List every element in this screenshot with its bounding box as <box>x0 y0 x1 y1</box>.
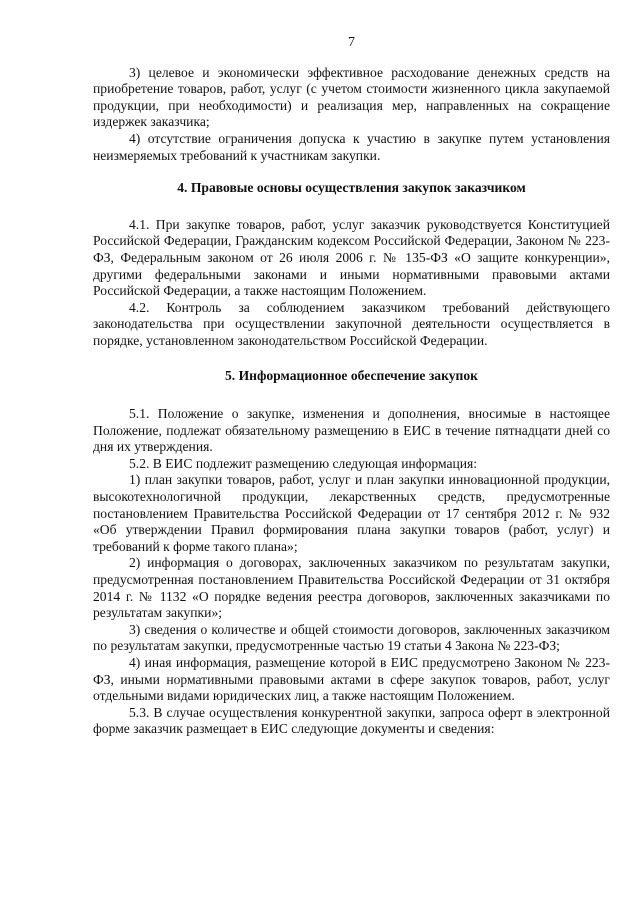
paragraph: 5.2. В ЕИС подлежит размещению следующая информация: <box>129 455 478 471</box>
list-item: 3) сведения о количестве и общей стоимости договоров, заключенных заказчиком по результатам закупки, предусмотренные частью 19 статьи 4 Закона № 223-ФЗ; <box>93 621 610 654</box>
paragraph: 4.2. Контроль за соблюдением заказчиком требований действующего законодательства при осуществлении закупочной деятельности осуществляется в порядке, установленном законодательством Российской Федерации. <box>93 299 610 348</box>
section-heading: 4. Правовые основы осуществления закупок заказчиком <box>177 180 526 196</box>
paragraph: 4) отсутствие ограничения допуска к участию в закупке путем установления неизмеряемых требований к участникам закупки. <box>93 130 610 163</box>
list-item: 4) иная информация, размещение которой в ЕИС предусмотрено Законом № 223-ФЗ, иными нормативными правовыми актами в сфере закупок товаров, работ, услуг отдельными видами юридических лиц, а также настоящим Положением. <box>93 655 610 704</box>
paragraph: 4.1. При закупке товаров, работ, услуг заказчик руководствуется Конституцией Российской Федерации, Гражданским кодексом Российской Федерации, Законом № 223-ФЗ, Федеральным законом от 26 июля 2006 г. № 135-ФЗ «О защите конкуренции», другими федеральными законами и иными нормативными правовыми актами Российской Федерации, а также настоящим Положением. <box>93 216 610 299</box>
list-item: 2) информация о договорах, заключенных заказчиком по результатам закупки, предусмотренная постановлением Правительства Российской Федерации от 31 октября 2014 г. № 1132 «О порядке ведения реестра договоров, заключенных заказчиками по результатам закупки»; <box>93 555 610 621</box>
paragraph: 3) целевое и экономически эффективное расходование денежных средств на приобретение товаров, работ, услуг (с учетом стоимости жизненного цикла закупаемой продукции, при необходимости) и реализация мер, направленных на сокращение издержек заказчика; <box>93 64 610 130</box>
paragraph: 5.1. Положение о закупке, изменения и дополнения, вносимые в настоящее Положение, подлежат обязательному размещению в ЕИС в течение пятнадцати дней со дня их утверждения. <box>93 406 610 455</box>
page-number: 7 <box>348 34 355 49</box>
paragraph: 5.3. В случае осуществления конкурентной закупки, запроса оферт в электронной форме заказчик размещает в ЕИС следующие документы и сведения: <box>93 704 610 737</box>
list-item: 1) план закупки товаров, работ, услуг и план закупки инновационной продукции, высокотехнологичной продукции, лекарственных средств, предусмотренные постановлением Правительства Российской Федерации от 17 сентября 2012 г. № 932 «Об утверждении Правил формирования плана закупки товаров (работ, услуг) и требований к форме такого плана»; <box>93 472 610 554</box>
section-heading: 5. Информационное обеспечение закупок <box>224 367 478 383</box>
